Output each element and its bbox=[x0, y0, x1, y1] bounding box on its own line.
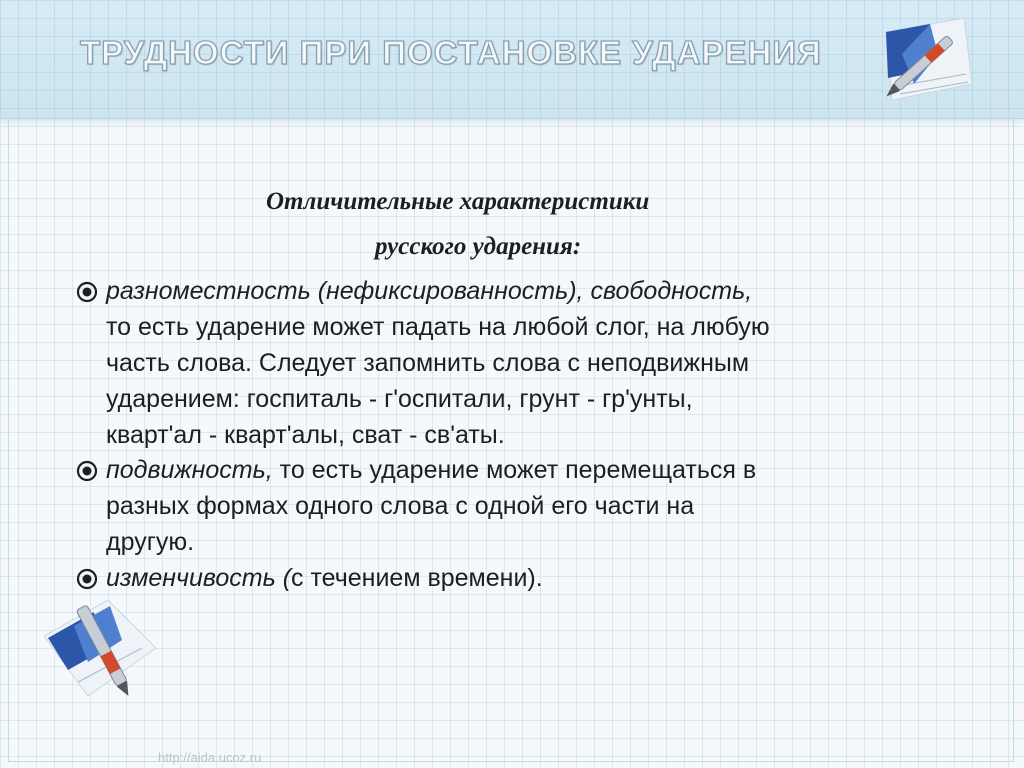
bullet-item-izmenchivost bbox=[76, 560, 976, 596]
footer-url: http://aida.ucoz.ru bbox=[158, 750, 262, 765]
bullet-text: то есть ударение может перемещаться в bbox=[272, 456, 757, 484]
content-heading-line2: русского ударения: bbox=[375, 233, 582, 260]
bullet-text: с течением времени). bbox=[291, 564, 543, 592]
slide-title: ТРУДНОСТИ ПРИ ПОСТАНОВКЕ УДАРЕНИЯ bbox=[80, 34, 822, 71]
bullet-text-line: то есть ударение может падать на любой слог, на любую bbox=[106, 313, 770, 341]
bullet-text-line: ударением: госпиталь - г'оспитали, грунт - гр'унты, bbox=[106, 385, 693, 413]
bullet-term: разноместность (нефиксированность), свободность, bbox=[106, 277, 753, 305]
circled-dot-icon bbox=[76, 568, 98, 590]
content-heading-line1: Отличительные характеристики bbox=[266, 188, 650, 215]
bullet-text-line: разных формах одного слова с одной его части на bbox=[106, 492, 695, 520]
bullet-term: изменчивость ( bbox=[106, 564, 292, 592]
bullet-text-line: кварт'ал - кварт'алы, сват - св'аты. bbox=[106, 421, 505, 449]
circled-dot-icon bbox=[76, 460, 98, 482]
bullet-term: подвижность, bbox=[106, 456, 273, 484]
bullet-text-line: другую. bbox=[106, 528, 195, 556]
bullet-item-raznomestnost bbox=[76, 273, 976, 453]
bullet-text-line: часть слова. Следует запомнить слова с неподвижным bbox=[106, 349, 750, 377]
circled-dot-icon bbox=[76, 281, 98, 303]
bullet-item-podvizhnost bbox=[76, 452, 976, 560]
